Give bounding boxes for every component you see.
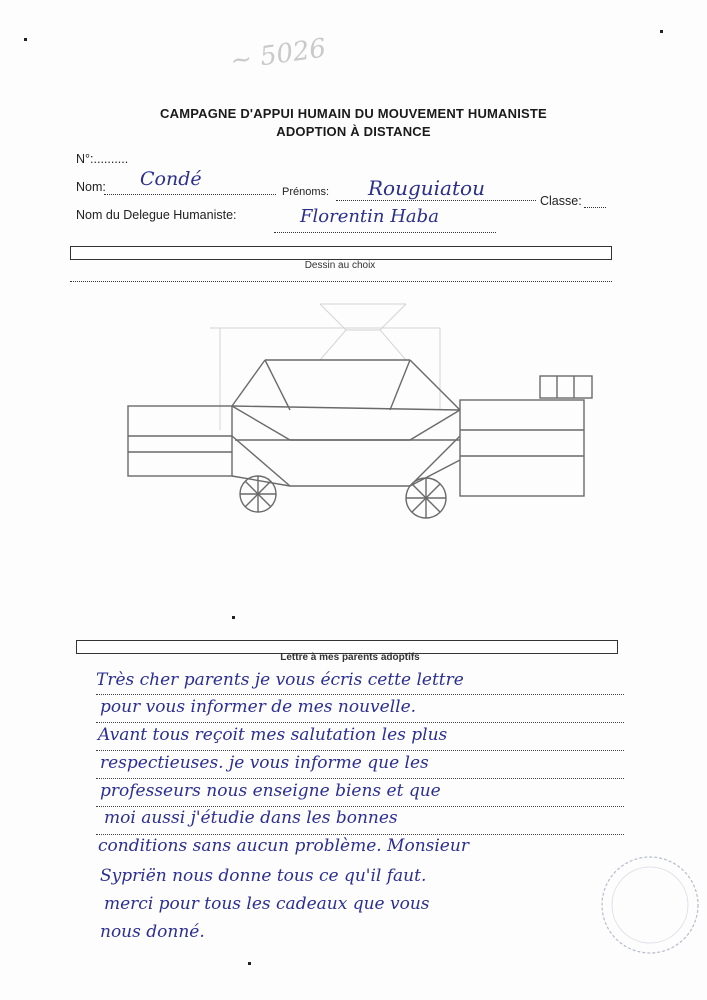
- letter-line-9: merci pour tous les cadeaux que vous: [104, 894, 430, 914]
- classe-label: Classe:: [540, 194, 582, 208]
- classe-dotted-line: [584, 207, 606, 208]
- letter-line-4: respectieuses. je vous informe que les: [100, 753, 429, 773]
- nom-value: Condé: [140, 168, 202, 190]
- letter-ruled-line: [96, 750, 624, 751]
- letter-ruled-line: [96, 834, 624, 835]
- speck-mark: [660, 30, 663, 33]
- drawing-caption: Dessin au choix: [304, 260, 376, 271]
- letter-line-10: nous donné.: [100, 922, 205, 942]
- prenoms-label: Prénoms:: [282, 186, 330, 198]
- letter-line-8: Sypriën nous donne tous ce qu'il faut.: [100, 866, 427, 886]
- delegue-label: Nom du Delegue Humaniste:: [76, 208, 237, 222]
- nom-dotted-line: [104, 194, 276, 195]
- letter-ruled-line: [96, 778, 624, 779]
- letter-ruled-line: [96, 694, 624, 695]
- letter-line-3: Avant tous reçoit mes salutation les plus: [98, 725, 448, 745]
- letter-line-5: professeurs nous enseigne biens et que: [100, 781, 441, 801]
- speck-mark: [232, 616, 235, 619]
- child-drawing-car: [110, 290, 610, 530]
- form-title: CAMPAGNE D'APPUI HUMAIN DU MOUVEMENT HUMANISTE: [160, 106, 547, 121]
- letter-line-2: pour vous informer de mes nouvelle.: [100, 697, 417, 717]
- letter-ruled-line: [96, 806, 624, 807]
- number-field: N°:..........: [76, 152, 129, 166]
- speck-mark: [24, 38, 27, 41]
- letter-caption: Lettre à mes parents adoptifs: [280, 652, 420, 663]
- letter-line-7: conditions sans aucun problème. Monsieur: [98, 836, 469, 856]
- delegue-dotted-line: [274, 232, 496, 233]
- prenoms-value: Rouguiatou: [368, 176, 485, 200]
- faint-pencil-mark: ~ 5026: [228, 33, 328, 77]
- speck-mark: [248, 962, 251, 965]
- letter-line-1: Très cher parents je vous écris cette lettre: [96, 670, 464, 690]
- letter-ruled-line: [96, 722, 624, 723]
- prenoms-dotted-line: [336, 200, 536, 201]
- letter-line-6: moi aussi j'étudie dans les bonnes: [104, 808, 398, 828]
- delegue-value: Florentin Haba: [300, 206, 439, 227]
- drawing-section-bar: [70, 246, 612, 260]
- nom-label: Nom:: [76, 180, 106, 194]
- stamp-seal: [590, 850, 700, 960]
- drawing-section-underline: [70, 281, 612, 282]
- form-subtitle: ADOPTION À DISTANCE: [276, 124, 431, 139]
